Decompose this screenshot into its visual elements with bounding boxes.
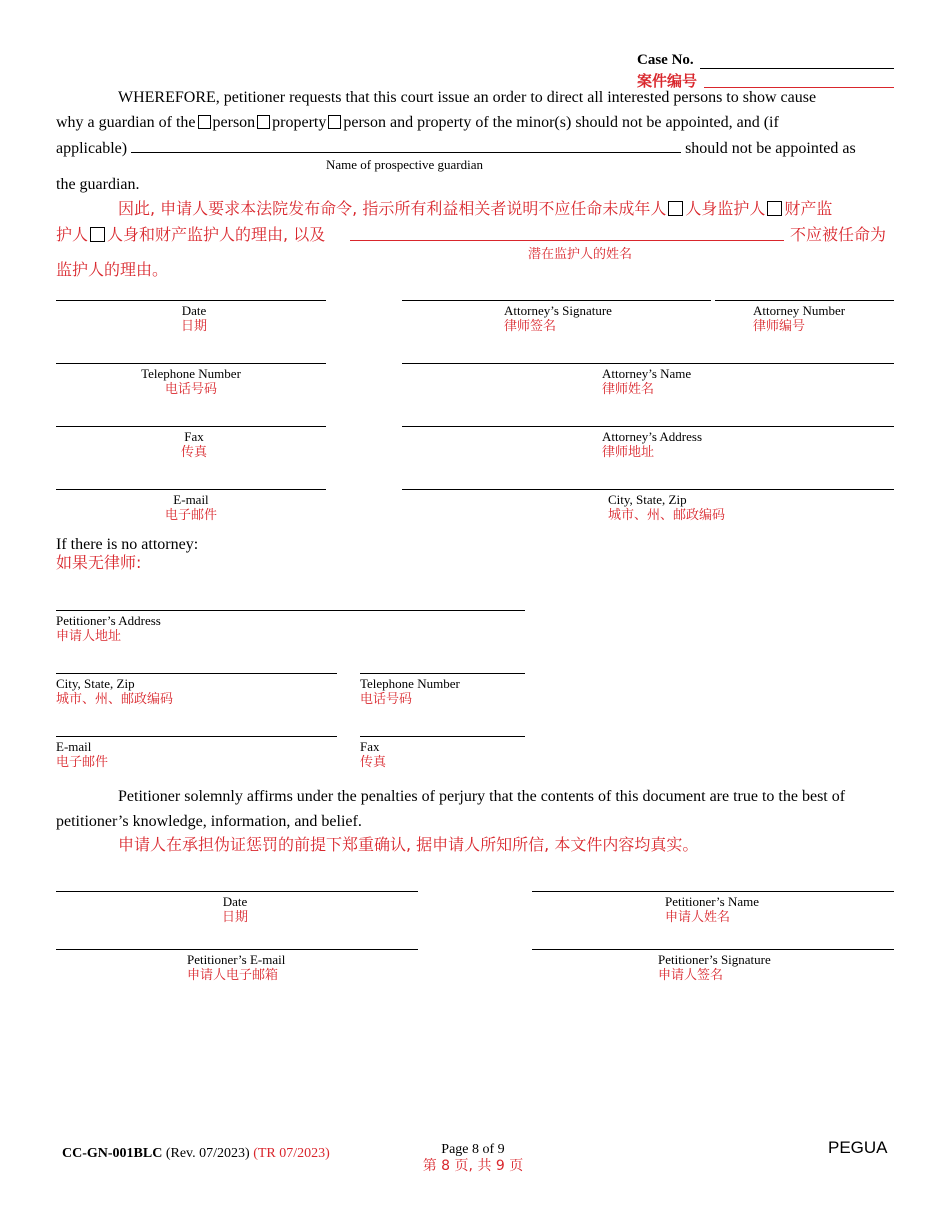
petitioner-fax-field[interactable] [360, 736, 525, 737]
form-id: CC-GN-001BLC [62, 1146, 163, 1161]
attorney-name-field[interactable] [402, 363, 894, 364]
telephone-label: Telephone Number 电话号码 [141, 366, 241, 397]
checkbox-property[interactable] [257, 115, 270, 129]
petitioner-email-sig-label: Petitioner’s E-mail 申请人电子邮箱 [187, 952, 286, 983]
attorney-address-label: Attorney’s Address 律师地址 [602, 429, 703, 460]
checkbox-person[interactable] [198, 115, 211, 129]
petitioner-name-field[interactable] [532, 891, 894, 892]
telephone-field[interactable] [56, 363, 326, 364]
wherefore-zh-text-a: 因此, 申请人要求本法院发布命令, 指示所有利益相关者说明不应任命未成年人 [118, 199, 667, 218]
wherefore-text-b: person and property of the minor(s) should not be appointed, and (if [343, 114, 779, 131]
prospective-guardian-field[interactable] [131, 135, 681, 153]
attorney-number-field[interactable] [715, 300, 894, 301]
petitioner-signature-field[interactable] [532, 949, 894, 950]
petitioner-fax-label: Fax 传真 [360, 739, 387, 770]
date-label: Date 日期 [180, 303, 207, 334]
petitioner-date-field[interactable] [56, 891, 418, 892]
petitioner-city-label: City, State, Zip 城市、州、邮政编码 [56, 676, 174, 707]
checkbox-person-zh[interactable] [668, 201, 683, 216]
affirmation-line-2: petitioner’s knowledge, information, and belief. [56, 813, 362, 830]
checkbox-property-zh[interactable] [767, 201, 782, 216]
no-attorney-heading: If there is no attorney: 如果无律师: [56, 536, 199, 572]
petitioner-email-field[interactable] [56, 736, 337, 737]
checkbox-person-and-property[interactable] [328, 115, 341, 129]
option-property-zh: 财产监 [784, 199, 833, 218]
option-person-zh: 人身监护人 [685, 199, 766, 218]
wherefore-text-d: should not be appointed as [685, 140, 856, 157]
date-field[interactable] [56, 300, 326, 301]
fax-field[interactable] [56, 426, 326, 427]
footer-form-id [62, 1146, 330, 1162]
city-state-zip-label: City, State, Zip 城市、州、邮政编码 [608, 492, 726, 523]
translation-revision: (TR 07/2023) [253, 1146, 330, 1161]
fax-label: Fax 传真 [180, 429, 207, 460]
attorney-signature-label: Attorney’s Signature 律师签名 [504, 303, 612, 334]
option-property-label: property [272, 114, 327, 131]
option-person-label: person [212, 114, 256, 131]
case-no-label-zh: 案件编号 [637, 72, 698, 90]
petitioner-address-field[interactable] [56, 610, 525, 611]
footer-code: PEGUA [828, 1138, 888, 1157]
wherefore-text-a: why a guardian of the [56, 114, 196, 131]
wherefore-zh-text-c: 人身和财产监护人的理由, 以及 [107, 225, 326, 244]
petitioner-address-label: Petitioner’s Address 申请人地址 [56, 613, 161, 644]
guardian-caption-zh: 潜在监护人的姓名 [528, 247, 633, 262]
wherefore-text-c: applicable) [56, 140, 128, 157]
wherefore-zh-line-1 [118, 196, 832, 221]
prospective-guardian-field-zh [350, 240, 784, 241]
petitioner-name-label: Petitioner’s Name 申请人姓名 [665, 894, 759, 925]
wherefore-zh-line-3: 监护人的理由。 [56, 260, 169, 279]
petitioner-city-field[interactable] [56, 673, 337, 674]
city-state-zip-field[interactable] [402, 489, 894, 490]
petitioner-email-sig-field[interactable] [56, 949, 418, 950]
petitioner-email-label: E-mail 电子邮件 [56, 739, 109, 770]
petitioner-telephone-field[interactable] [360, 673, 525, 674]
petitioner-date-label: Date 日期 [221, 894, 248, 925]
petitioner-signature-label: Petitioner’s Signature 申请人签名 [658, 952, 771, 983]
email-field[interactable] [56, 489, 326, 490]
attorney-number-label: Attorney Number 律师编号 [753, 303, 846, 334]
wherefore-line-1: WHEREFORE, petitioner requests that this court issue an order to direct all interested persons to show cause [118, 89, 817, 106]
guardian-caption: Name of prospective guardian [326, 157, 484, 172]
wherefore-zh-text-b: 护人 [56, 225, 89, 244]
wherefore-line-2 [56, 110, 779, 135]
case-no-field[interactable] [700, 68, 894, 69]
affirmation-line-1: Petitioner solemnly affirms under the penalties of perjury that the contents of this document are true to the best of [118, 788, 846, 805]
checkbox-person-and-property-zh[interactable] [90, 227, 105, 242]
case-no-label: Case No. [637, 52, 694, 68]
attorney-address-field[interactable] [402, 426, 894, 427]
footer-page-number: Page 8 of 9 第 8 页, 共 9 页 [422, 1142, 524, 1174]
petitioner-telephone-label: Telephone Number 电话号码 [360, 676, 460, 707]
wherefore-zh-line-2 [56, 222, 325, 247]
email-label: E-mail 电子邮件 [164, 492, 217, 523]
wherefore-zh-text-d: 不应被任命为 [790, 225, 887, 244]
attorney-name-label: Attorney’s Name 律师姓名 [602, 366, 692, 397]
attorney-signature-field[interactable] [402, 300, 711, 301]
wherefore-line-4: the guardian. [56, 176, 140, 193]
affirmation-zh: 申请人在承担伪证惩罚的前提下郑重确认, 据申请人所知所信, 本文件内容均真实。 [118, 835, 699, 854]
form-revision: (Rev. 07/2023) [165, 1146, 250, 1161]
